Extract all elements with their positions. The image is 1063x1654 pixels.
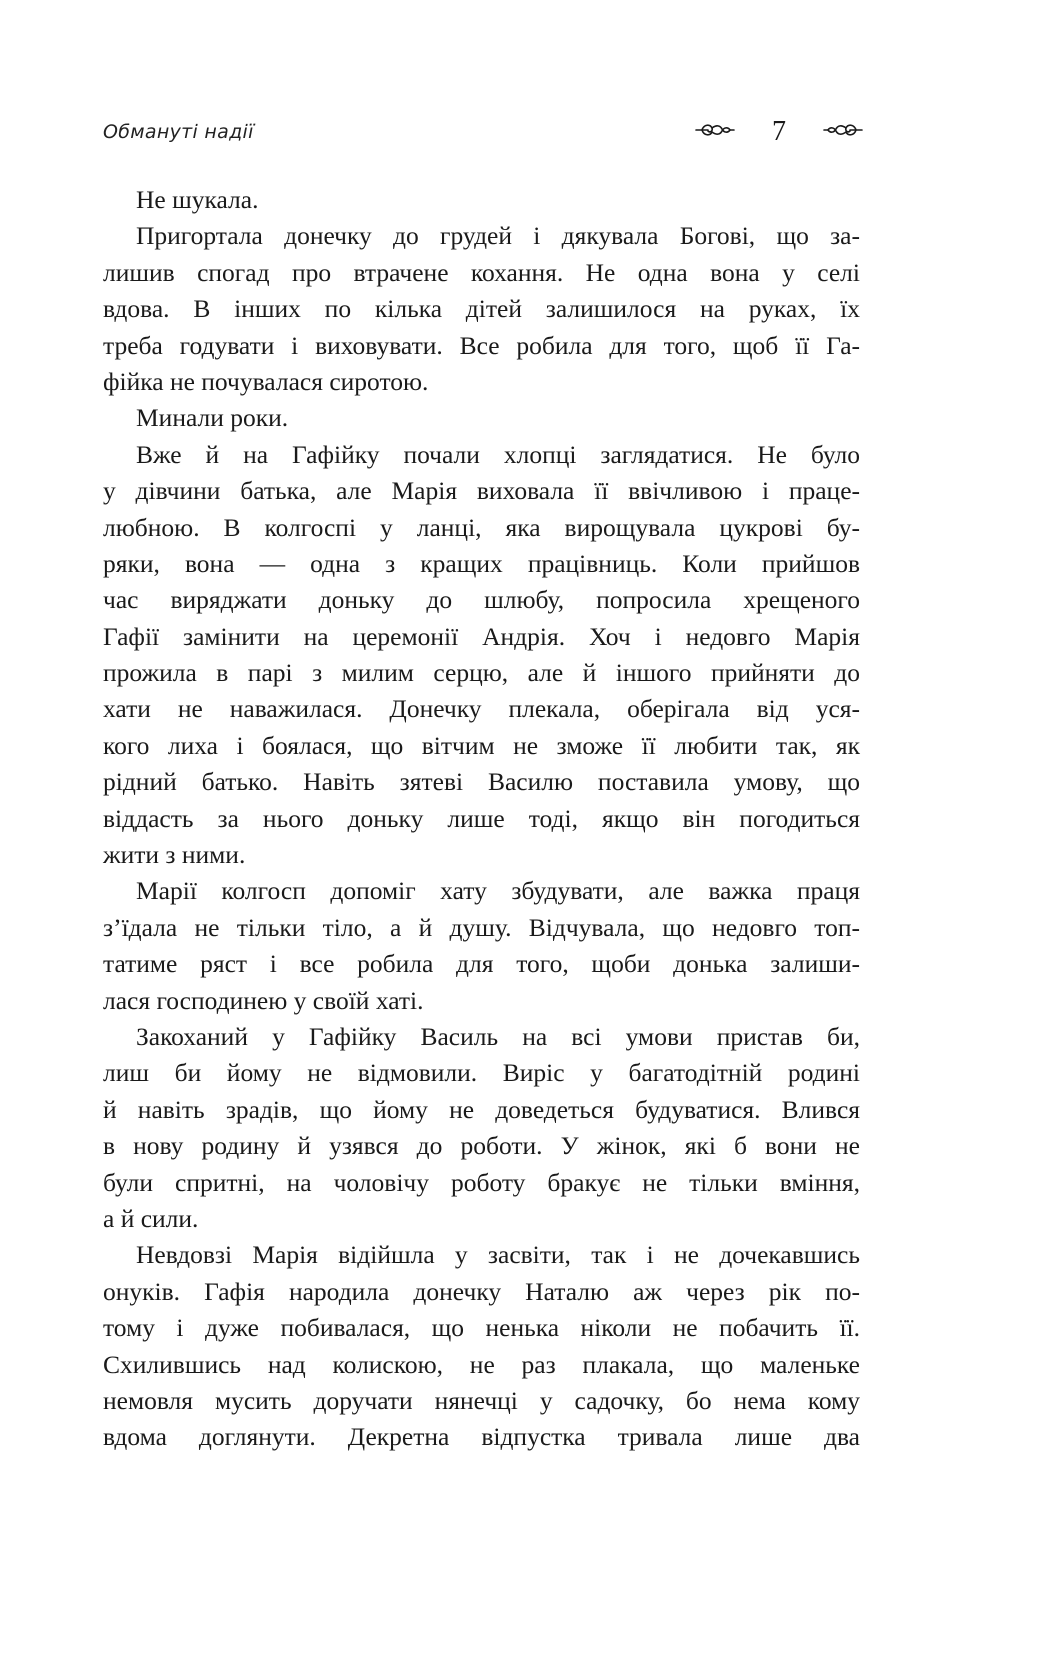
page-number: 7 [772,116,786,147]
paragraph [103,182,860,218]
text-line: лася господинею у своїй хаті. [103,985,424,1015]
text-line: Схилившись над колискою, не раз плакала, що маленьке [103,1349,860,1379]
text-line: віддасть за нього доньку лише тоді, якщо він погодиться [103,803,860,833]
text-line: вдова. В інших по кілька дітей залишилося на руках, їх [103,294,860,324]
text-line: в нову родину й узявся до роботи. У жінок, які б вони не [103,1131,860,1161]
text-line: були спритні, на чоловічу роботу бракує не тільки вміння, [103,1167,860,1197]
text-line: тому і дуже побивалася, що ненька ніколи не побачить її. [103,1313,860,1343]
text-line: татиме ряст і все робила для того, щоби донька залиши- [103,949,860,979]
text-line: ряки, вона — одна з кращих працівниць. Коли прийшов [103,548,860,578]
paragraph [103,437,860,874]
paragraph [103,218,860,400]
text-line: вдома доглянути. Декретна відпустка тривала лише два [103,1422,860,1452]
text-line: Невдовзі Марія відійшла у засвіти, так і не дочекавшись [136,1240,860,1270]
text-line: лишив спогад про втрачене кохання. Не одна вона у селі [103,257,860,287]
text-line: у дівчини батька, але Марія виховала її ввічливою і праце- [103,476,860,506]
body-text [103,182,860,1456]
text-line: прожила в парі з милим серцю, але й іншого прийняти до [103,658,860,688]
text-line: Закоханий у Гафійку Василь на всі умови пристав би, [136,1021,860,1051]
text-line: Пригортала донечку до грудей і дякувала Богові, що за- [136,221,860,251]
text-line: хати не наважилася. Донечку плекала, оберігала від уся- [103,694,860,724]
text-line: час виряджати доньку до шлюбу, попросила хрещеного [103,585,860,615]
text-line: з’їдала не тільки тіло, а й душу. Відчувала, що недовго топ- [103,912,860,942]
ornament-right-icon [822,121,864,144]
page-folio [694,112,864,152]
text-line: онуків. Гафія народила донечку Наталю аж через рік по- [103,1276,860,1306]
text-line: любною. В колгоспі у ланці, яка вирощувала цукрові бу- [103,512,860,542]
text-line: Вже й на Гафійку почали хлопці заглядатися. Не було [136,439,860,469]
text-line: фійка не почувалася сиротою. [103,366,429,396]
text-line: Минали роки. [136,403,289,433]
ornament-left-icon [694,121,736,144]
text-line: лиш би йому не відмовили. Виріс у багатодітній родині [103,1058,860,1088]
text-line: кого лиха і боялася, що вітчим не зможе її любити так, як [103,730,860,760]
paragraph [103,873,860,1019]
text-line: а й сили. [103,1203,199,1233]
text-line: немовля мусить доручати нянечці у садочку, бо нема кому [103,1385,860,1415]
paragraph [103,400,860,436]
paragraph [103,1019,860,1237]
text-line: Не шукала. [136,185,259,214]
paragraph [103,1237,860,1455]
text-line: й навіть зрадів, що йому не доведеться будуватися. Влився [103,1094,860,1124]
text-line: треба годувати і виховувати. Все робила для того, щоб її Га- [103,330,860,360]
text-line: жити з ними. [103,840,246,870]
text-line: рідний батько. Навіть зятеві Василю поставила умову, що [103,767,860,797]
text-line: Марії колгосп допоміг хату збудувати, але важка праця [136,876,860,906]
running-title: Обмануті надії [103,121,254,143]
text-line: Гафії замінити на церемонії Андрія. Хоч і недовго Марія [103,621,860,651]
